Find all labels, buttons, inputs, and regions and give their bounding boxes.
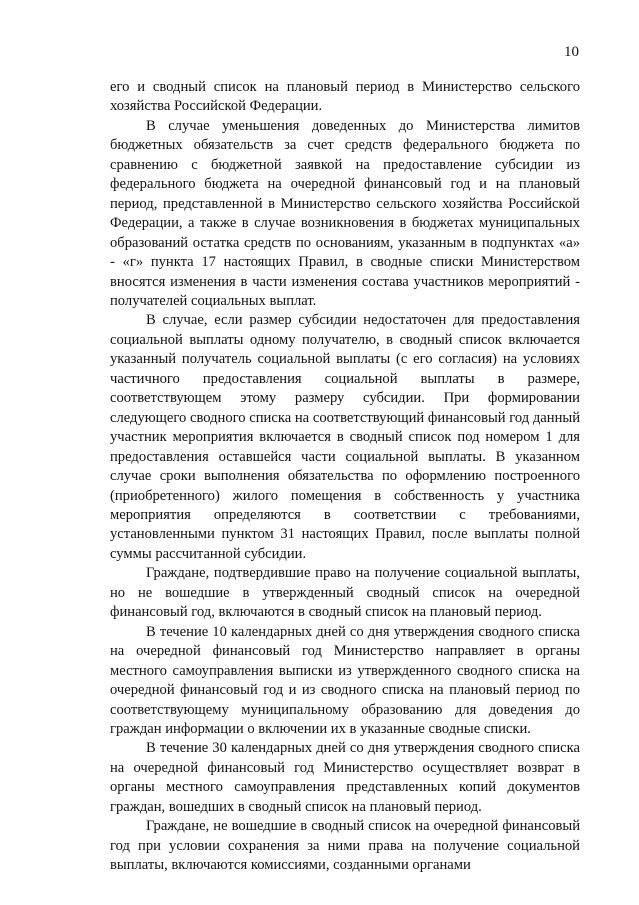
paragraph-1: его и сводный список на плановый период в Министерство сельского хозяйства Российской Федерации. (110, 79, 580, 115)
paragraph-5: В течение 10 календарных дней со дня утверждения сводного списка на очередной финансовый год Министерство направляет в органы местного самоуправления выписки из утвержденного сводного списка на очередной финансовый год и из сводного списка на плановый период по соответствующему муниципальному образованию для доведения до граждан информации о включении их в указанные сводные списки. (110, 623, 580, 737)
paragraph-7: Граждане, не вошедшие в сводный список на очередной финансовый год при условии сохранения за ними права на получение социальной выплаты, включаются комиссиями, созданными органами (110, 818, 580, 874)
page-number: 10 (564, 44, 579, 60)
body-text (110, 78, 580, 876)
paragraph-6: В течение 30 календарных дней со дня утверждения сводного списка на очередной финансовый год Министерство осуществляет возврат в органы местного самоуправления представленных копий документов граждан, вошедших в сводный список на плановый период. (110, 740, 580, 815)
paragraph-2: В случае уменьшения доведенных до Министерства лимитов бюджетных обязательств за счет средств федерального бюджета по сравнению с бюджетной заявкой на предоставление субсидии из федерального бюджета на очередной финансовый год и на плановый период, представленной в Министерство сельского хозяйства Российской Федерации, а также в случае возникновения в бюджетах муниципальных образований остатка средств по основаниям, указанным в подпунктах «а» - «г» пункта 17 настоящих Правил, в сводные списки Министерством вносятся изменения в части изменения состава участников мероприятий - получателей социальных выплат. (110, 117, 580, 309)
paragraph-4: Граждане, подтвердившие право на получение социальной выплаты, но не вошедшие в утвержденный сводный список на очередной финансовый год, включаются в сводный список на плановый период. (110, 565, 580, 621)
paragraph-3: В случае, если размер субсидии недостаточен для предоставления социальной выплаты одному получателю, в сводный список включается указанный получатель социальной выплаты (с его согласия) на условиях частичного предоставления социальной выплаты в размере, соответствующем этому размеру субсидии. При формировании следующего сводного списка на соответствующий финансовый год данный участник мероприятия включается в сводный список под номером 1 для предоставления оставшейся части социальной выплаты. В указанном случае сроки выполнения обязательства по оформлению построенного (приобретенного) жилого помещения в собственность у участника мероприятия определяются в соответствии с требованиями, установленными пунктом 31 настоящих Правил, после выплаты полной суммы рассчитанной субсидии. (110, 312, 580, 562)
